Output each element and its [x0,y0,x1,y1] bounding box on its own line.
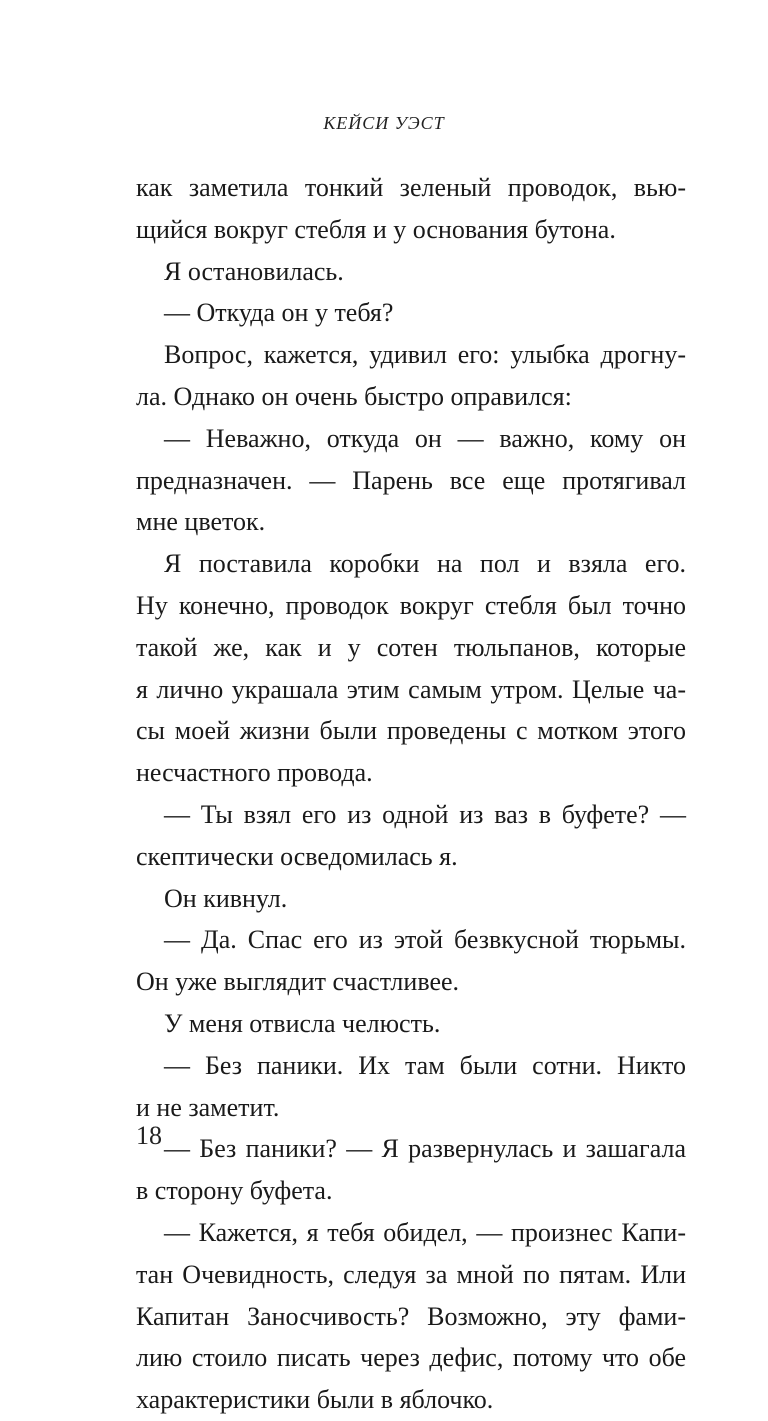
text-line: ла. Однако он очень быстро оправился: [136,381,572,411]
text-line: — Без паники? — Я развернулась и зашагала [164,1134,686,1164]
text-line: предназначен. — Парень все еще протягивал [136,465,686,495]
running-head: КЕЙСИ УЭСТ [323,113,445,133]
text-line: Он уже выглядит счастливее. [136,967,460,997]
text-line: как заметила тонкий зеленый проводок, вью- [136,173,686,202]
text-line: — Без паники. Их там были сотни. Никто [164,1050,686,1080]
body-text [136,167,686,1421]
text-line: — Кажется, я тебя обидел, — произнес Капи- [164,1217,686,1247]
text-line: сы моей жизни были проведены с мотком этого [136,716,686,746]
text-line: такой же, как и у сотен тюльпанов, которые [136,632,686,662]
text-line: тан Очевидность, следуя за мной по пятам. Или [136,1259,686,1289]
text-line: Я поставила коробки на пол и взяла его. [164,549,686,579]
text-line: — Неважно, откуда он — важно, кому он [164,423,686,453]
text-line: и не заметит. [136,1092,280,1122]
text-line: Капитан Заносчивость? Возможно, эту фами- [136,1301,686,1331]
text-line: я лично украшала этим самым утром. Целые ча- [136,674,686,704]
text-line: Я остановилась. [164,256,344,286]
text-line: мне цветок. [136,507,266,537]
text-line: скептически осведомилась я. [136,841,458,871]
text-line: характеристики были в яблочко. [136,1385,494,1415]
text-line: У меня отвисла челюсть. [164,1008,441,1038]
text-line: — Ты взял его из одной из ваз в буфете? — [164,799,686,829]
text-line: несчастного провода. [136,758,373,788]
text-line: — Откуда он у тебя? [164,298,394,328]
page-number: 18 [136,1121,162,1150]
text-line: Вопрос, кажется, удивил его: улыбка дрогну- [164,340,686,370]
text-line: лию стоило писать через дефис, потому что обе [136,1343,686,1373]
text-line: Ну конечно, проводок вокруг стебля был точно [136,590,686,620]
text-line: Он кивнул. [164,883,288,913]
text-line: — Да. Спас его из этой безвкусной тюрьмы. [164,925,686,955]
text-line: щийся вокруг стебля и у основания бутона. [136,214,616,244]
text-line: в сторону буфета. [136,1176,333,1206]
